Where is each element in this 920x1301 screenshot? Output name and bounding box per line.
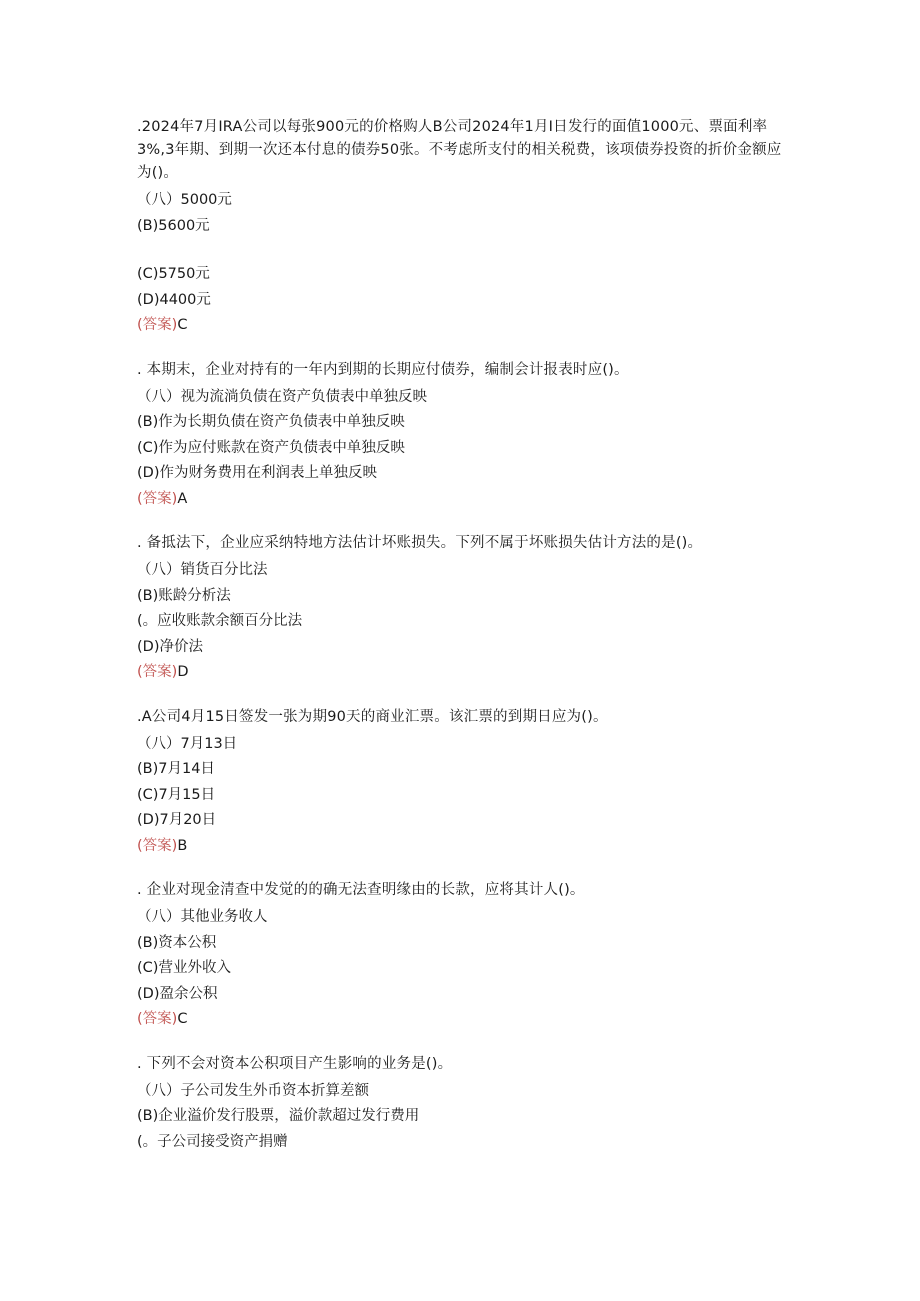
question-2	[137, 359, 787, 513]
answer-line	[137, 313, 787, 339]
question-3	[137, 532, 787, 686]
option-a: （八）其他业务收人	[137, 909, 268, 925]
option-d: (D)盈余公积	[137, 985, 218, 1002]
option-a: （八）子公司发生外币资本折算差额	[137, 1082, 369, 1099]
option-b: (B)资本公积	[137, 934, 217, 951]
option-a: （八）5000元	[137, 192, 232, 208]
option-d: (D)作为财务费用在利润表上单独反映	[137, 465, 377, 481]
option-a: （八）视为流淌负债在资产负债表中单独反映	[137, 388, 427, 405]
question-stem: . 备抵法下，企业应采纳特地方法估计坏账损失。下列不属于坏账损失估计方法的是()。	[137, 535, 703, 551]
question-1	[137, 116, 787, 339]
answer-value: D	[177, 664, 189, 680]
option-b: (B)企业溢价发行股票，溢价款超过发行费用	[137, 1108, 420, 1124]
answer-line	[137, 660, 787, 686]
option-b: (B)7月14日	[137, 761, 215, 777]
option-c: (C)5750元	[137, 266, 210, 282]
answer-value: B	[177, 837, 188, 854]
option-d: (D)7月20日	[137, 812, 217, 828]
option-d: (D)净价法	[137, 638, 203, 655]
answer-line	[137, 834, 787, 860]
answer-value: C	[177, 1011, 188, 1027]
question-stem: .2024年7月IRA公司以每张900元的价格购人B公司2024年1月I日发行的面值1000元、票面利率3%,3年期、到期一次还本付息的债券50张。不考虑所支付的相关税费，该项债券投资的折价金额应为()。	[137, 119, 782, 181]
question-stem: . 企业对现金清查中发觉的的确无法查明缘由的长款，应将其计人()。	[137, 882, 585, 898]
answer-value: C	[177, 317, 188, 333]
question-stem: .A公司4月15日签发一张为期90天的商业汇票。该汇票的到期日应为()。	[137, 708, 608, 725]
question-list	[137, 116, 787, 1175]
answer-label: (答案)	[137, 317, 178, 333]
option-c: (。子公司接受资产捐赠	[137, 1133, 288, 1150]
option-b: (B)5600元	[137, 217, 210, 234]
answer-label: (答案)	[137, 1011, 178, 1027]
option-c: (。应收账款余额百分比法	[137, 613, 303, 629]
option-a: （八）销货百分比法	[137, 562, 268, 578]
option-b: (B)作为长期负债在资产负债表中单独反映	[137, 414, 405, 430]
answer-value: A	[177, 490, 188, 507]
question-stem: . 本期末，企业对持有的一年内到期的长期应付债券，编制会计报表时应()。	[137, 361, 629, 378]
option-c: (C)7月15日	[137, 786, 216, 803]
question-6	[137, 1053, 787, 1156]
answer-label: (答案)	[137, 490, 178, 507]
option-c: (C)作为应付账款在资产负债表中单独反映	[137, 439, 405, 456]
option-a: （八）7月13日	[137, 735, 238, 752]
question-stem: . 下列不会对资本公积项目产生影响的业务是()。	[137, 1055, 453, 1072]
option-c: (C)营业外收入	[137, 960, 231, 976]
answer-label: (答案)	[137, 664, 178, 680]
answer-label: (答案)	[137, 837, 178, 854]
question-5	[137, 879, 787, 1033]
answer-line	[137, 487, 787, 513]
question-4	[137, 706, 787, 860]
option-d: (D)4400元	[137, 291, 211, 308]
answer-line	[137, 1007, 787, 1033]
option-b: (B)账龄分析法	[137, 587, 231, 604]
